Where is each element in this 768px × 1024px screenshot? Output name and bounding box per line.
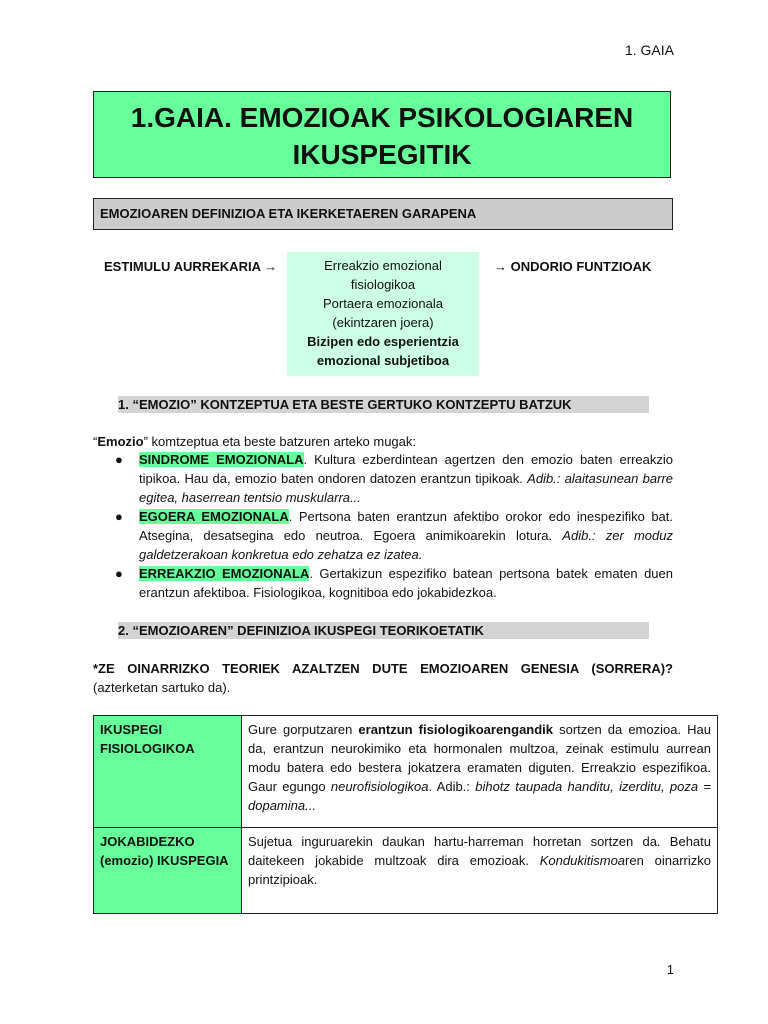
- desc-italic: neurofisiologikoa: [330, 779, 429, 794]
- theory-name: IKUSPEGI FISIOLOGIKOA: [94, 716, 242, 828]
- desc-text: sortzen da emozioa. Hau da, erantzun neurokimiko eta hormonalen multzoa, zeinak estimulu aurrean modu batera edo bestera jokatzera eramaten diguten. Erreakzio espezifikoa. Gaur egungo: [248, 722, 711, 794]
- theory-description: [242, 828, 718, 914]
- bullet-icon: ●: [115, 509, 123, 524]
- desc-italic: Kondukitismoa: [539, 853, 626, 868]
- title-line-1: 1.GAIA. EMOZIOAK PSIKOLOGIAREN: [130, 102, 634, 133]
- concept-example: Adib.: zer moduz galdetzerakoan konkretua edo zehatza ez izatea.: [139, 528, 673, 562]
- bullet-icon: ●: [115, 566, 123, 581]
- concept-text: . Gertakizun espezifiko batean pertsona batek ematen duen erantzun afektiboa. Fisiologikoa, kognitiboa edo jokabidezkoa.: [139, 566, 673, 600]
- theory-name: JOKABIDEZKO (emozio) IKUSPEGIA: [94, 828, 242, 914]
- list-item: [93, 507, 673, 564]
- flow-center-line: Bizipen edo esperientzia: [307, 334, 459, 349]
- intro-term: Emozio: [97, 434, 144, 449]
- flow-center-line: (ekintzaren joera): [332, 315, 434, 330]
- theory-description: [242, 716, 718, 828]
- desc-text: . Adib.:: [428, 779, 476, 794]
- concept-text: . Pertsona baten erantzun afektibo orokor edo inespezifiko bat. Atsegina, desatsegina edo neutroa. Egoera animikoarekin lotura.: [139, 509, 674, 543]
- table-row: [94, 716, 718, 828]
- page-number: 1: [666, 962, 674, 977]
- desc-text: Sujetua inguruarekin daukan hartu-harreman horretan sortzen da. Behatu daitekeen jokabide multzoak dira emozioak.: [248, 834, 711, 868]
- flow-center-line: emozional subjetiboa: [316, 353, 450, 368]
- question-note: (azterketan sartuko da).: [93, 680, 231, 695]
- title-line-2: IKUSPEGITIK: [292, 139, 472, 170]
- concept-list: [93, 450, 673, 602]
- intro-text: ” komtzeptua eta beste batzuren arteko mugak:: [143, 434, 417, 449]
- question-text: *ZE OINARRIZKO TEORIEK AZALTZEN DUTE EMOZIOAREN GENESIA (SORRERA)?: [93, 661, 673, 676]
- section-title: EMOZIOAREN DEFINIZIOA ETA IKERKETAEREN GARAPENA: [93, 198, 673, 230]
- table-row: [94, 828, 718, 914]
- bullet-icon: ●: [115, 452, 123, 467]
- heading-1: 1. “EMOZIO” KONTZEPTUA ETA BESTE GERTUKO KONTZEPTU BATZUK: [118, 396, 649, 413]
- concept-term: EGOERA EMOZIONALA: [139, 509, 289, 524]
- intro-quote: “: [93, 434, 98, 449]
- exam-question: [93, 659, 673, 697]
- flow-center-line: Portaera emozionala: [323, 296, 443, 311]
- flow-center-line: fisiologikoa: [350, 277, 416, 292]
- flow-stimulus-label: ESTIMULU AURREKARIA →: [104, 259, 278, 274]
- desc-text: Gure gorputzaren: [248, 722, 359, 737]
- flow-center-line: Erreakzio emozional: [324, 258, 442, 273]
- flow-consequence-label: → ONDORIO FUNTZIOAK: [494, 259, 652, 274]
- concept-term: ERREAKZIO EMOZIONALA: [139, 566, 310, 581]
- desc-italic: bihotz taupada handitu, izerditu, poza = dopamina...: [248, 779, 711, 813]
- concept-term: SINDROME EMOZIONALA: [139, 452, 304, 467]
- running-header: 1. GAIA: [624, 42, 674, 58]
- list-item: [93, 564, 673, 602]
- concept-example: Adib.: alaitasunean barre egitea, haserrean tentsio muskularra...: [139, 471, 673, 505]
- list-item: [93, 450, 673, 507]
- flow-response-box: [287, 252, 479, 376]
- heading-2: 2. “EMOZIOAREN” DEFINIZIOA IKUSPEGI TEORIKOETATIK: [118, 622, 649, 639]
- concept-text: . Kultura ezberdintean agertzen den emozio baten erreakzio tipikoa. Hau da, emozio baten ondoren datozen erantzun tipikoak.: [139, 452, 673, 486]
- theories-table: [93, 715, 718, 914]
- desc-text: ren oinarrizko printzipioak.: [248, 853, 711, 887]
- emozio-intro: [93, 432, 416, 451]
- document-title: [93, 91, 671, 178]
- desc-bold: erantzun fisiologikoarengandik: [358, 722, 554, 737]
